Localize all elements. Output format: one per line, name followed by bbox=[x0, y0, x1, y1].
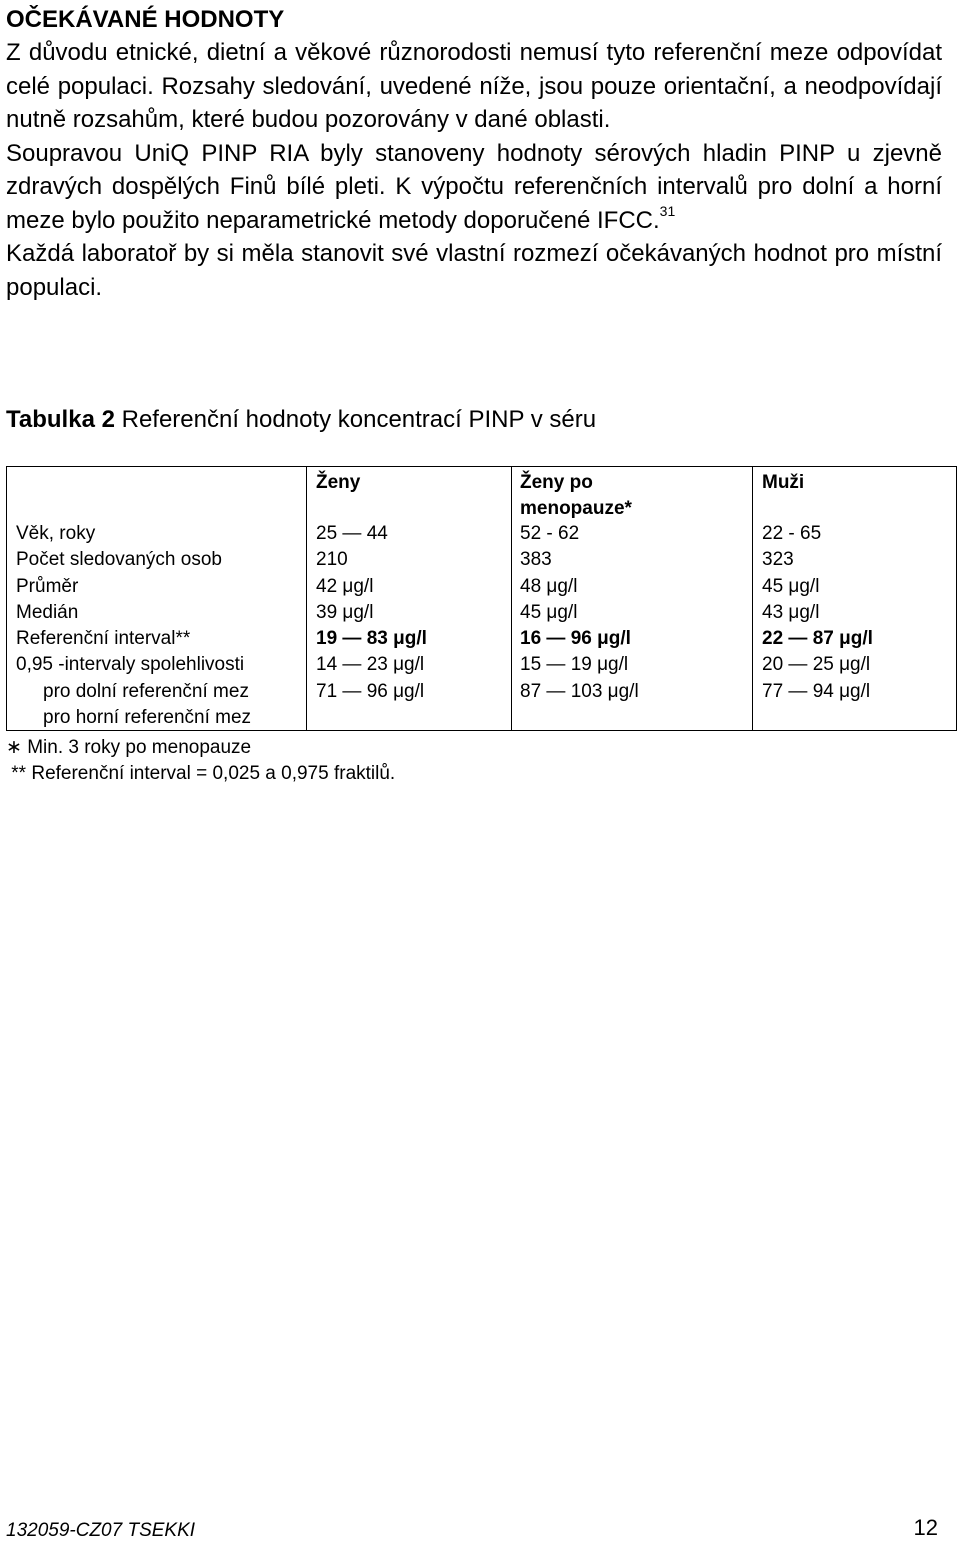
footnote-menopause: ∗ Min. 3 roky po menopauze bbox=[6, 737, 252, 758]
table-cell: 19 — 83 μg/l bbox=[316, 628, 427, 650]
document-id: 132059-CZ07 TSEKKI bbox=[6, 1520, 196, 1541]
table-cell: 43 μg/l bbox=[762, 601, 820, 623]
table-divider bbox=[752, 467, 753, 730]
header-postmenopausal: Ženy po menopauze* bbox=[520, 472, 632, 519]
table-cell: 25 — 44 bbox=[316, 523, 388, 544]
row-label: Medián bbox=[16, 601, 79, 623]
reference-values-table bbox=[6, 466, 957, 731]
header-women: Ženy bbox=[316, 472, 361, 493]
table-cell: 16 — 96 μg/l bbox=[520, 628, 631, 650]
table-cell: 45 μg/l bbox=[520, 601, 578, 623]
row-labels bbox=[16, 521, 251, 731]
table-cell: 42 μg/l bbox=[316, 575, 374, 597]
header-men: Muži bbox=[762, 472, 805, 493]
table-cell: 22 — 87 μg/l bbox=[762, 628, 873, 650]
row-label: Počet sledovaných osob bbox=[16, 549, 222, 571]
page-number: 12 bbox=[913, 1515, 938, 1540]
row-label: pro dolní referenční mez bbox=[43, 680, 249, 702]
table-cell: 77 — 94 μg/l bbox=[762, 680, 871, 702]
table-cell: 14 — 23 μg/l bbox=[316, 654, 425, 676]
row-label: 0,95 -intervaly spolehlivosti bbox=[16, 654, 245, 676]
paragraph-1: Z důvodu etnické, dietní a věkové různorodosti nemusí tyto referenční meze odpovídat celé populaci. Rozsahy sledování, uvedené níže, jsou pouze orientační, a neodpovídají nutně rozsahům, které budou pozorovány v dané oblasti. bbox=[6, 39, 942, 133]
table-cell: 39 μg/l bbox=[316, 601, 374, 623]
paragraph-2: Soupravou UniQ PINP RIA byly stanoveny hodnoty sérových hladin PINP u zjevně zdravých dospělých Finů bílé pleti. K výpočtu referenčních intervalů pro dolní a horní meze bylo použito neparametrické metody doporučené IFCC.$^{31}$ bbox=[6, 139, 942, 234]
table-cell: 45 μg/l bbox=[762, 575, 820, 597]
paragraph-3: Každá laboratoř by si měla stanovit své vlastní rozmezí očekávaných hodnot pro místní populaci. bbox=[6, 240, 942, 301]
table-cell: 20 — 25 μg/l bbox=[762, 654, 871, 676]
row-label: Věk, roky bbox=[16, 523, 96, 544]
table-cell: 15 — 19 μg/l bbox=[520, 654, 629, 676]
row-label: Referenční interval** bbox=[16, 628, 191, 650]
table-footnotes bbox=[6, 735, 395, 787]
column-postmenopausal bbox=[520, 521, 639, 705]
table-divider bbox=[511, 467, 512, 730]
table-cell: 210 bbox=[316, 549, 348, 571]
column-women bbox=[316, 521, 427, 705]
table-divider bbox=[306, 467, 307, 730]
table-cell: 87 — 103 μg/l bbox=[520, 680, 639, 702]
body-text bbox=[6, 36, 942, 304]
footnote-interval: ** Referenční interval = 0,025 a 0,975 fraktilů. bbox=[6, 763, 396, 784]
table-cell: 52 - 62 bbox=[520, 523, 580, 544]
table-cell: 323 bbox=[762, 549, 794, 571]
column-men bbox=[762, 521, 873, 705]
row-label: pro horní referenční mez bbox=[43, 707, 252, 729]
table-cell: 71 — 96 μg/l bbox=[316, 680, 425, 702]
table-cell: 48 μg/l bbox=[520, 575, 578, 597]
citation-superscript: 31 bbox=[659, 202, 676, 219]
section-heading: OČEKÁVANÉ HODNOTY bbox=[6, 6, 285, 33]
table-cell: 22 - 65 bbox=[762, 523, 822, 544]
table-cell: 383 bbox=[520, 549, 552, 571]
table-caption: Tabulka 2 Referenční hodnoty koncentrací PINP v séru bbox=[6, 406, 597, 433]
row-label: Průměr bbox=[16, 575, 79, 597]
